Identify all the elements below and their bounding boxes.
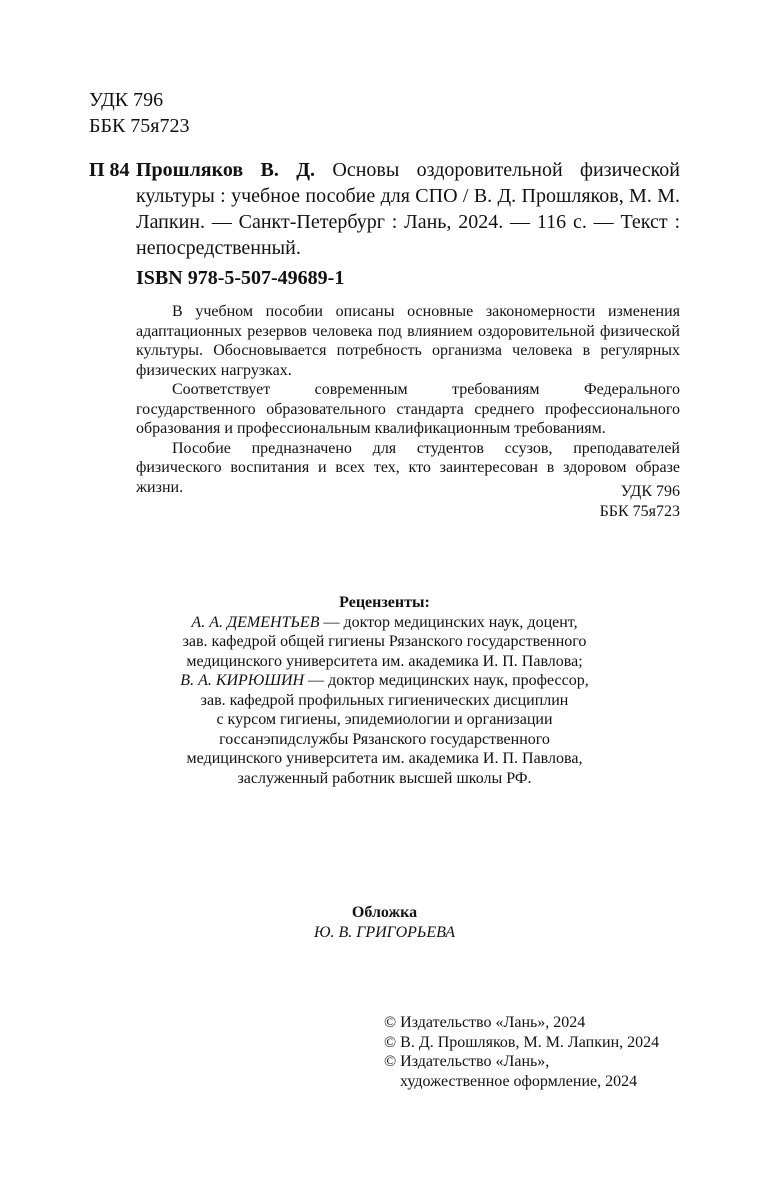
reviewer-line: В. А. КИРЮШИН — доктор медицинских наук, профессор, [180,672,589,689]
annotation-paragraph: Пособие предназначено для студентов ссузов, преподавателей физического воспитания и всех тех, кто заинтересован в здоровом образе жизни. [136,439,680,496]
reviewer-line: А. А. ДЕМЕНТЬЕВ — доктор медицинских наук, доцент, [191,613,578,631]
reviewer-name: А. А. ДЕМЕНТЬЕВ [191,613,320,631]
bbk-code: ББК 75я723 [599,502,680,520]
footer-classification-codes [480,482,680,521]
bibliographic-description: Основы оздоровительной физической культуры : учебное пособие для СПО / В. Д. Прошляков, М. М. Лапкин. — Санкт-Петербург : Лань, 2024. — 116 с. — Текст : непосредственный. [136,159,680,259]
annotation-paragraph: В учебном пособии описаны основные закономерности изменения адаптационных резервов человека под влиянием оздоровительной физической культуры. Обосновывается потребность организма человека в регулярных физических нагрузках. [136,303,680,379]
cover-credit [100,903,669,942]
reviewers-block [100,593,669,788]
reviewer-line: заслуженный работник высшей школы РФ. [237,769,532,787]
cover-designer: Ю. В. ГРИГОРЬЕВА [313,923,456,941]
author-name: Прошляков В. Д. [136,159,316,181]
reviewer-line: зав. кафедрой профильных гигиенических дисциплин [200,691,569,709]
reviewer-name: В. А. КИРЮШИН [180,672,305,689]
reviewer-line: госсанэпидслужбы Рязанского государственного [219,730,550,748]
copyright-block [384,1013,704,1091]
reviewer-line: медицинского университета им. академика И. П. Павлова, [186,750,583,767]
udk-code: УДК 796 [89,89,164,111]
annotation [136,302,680,497]
reviewers-heading: Рецензенты: [339,594,430,611]
copyright-line: художественное оформление, 2024 [400,1072,638,1090]
copyright-line: © Издательство «Лань», 2024 [384,1014,586,1031]
classification-codes [89,87,190,139]
udk-code: УДК 796 [620,483,680,500]
reviewer-line: с курсом гигиены, эпидемиологии и организации [216,711,553,728]
author-code: П 84 [89,159,130,181]
copyright-line: © Издательство «Лань», [384,1053,550,1070]
bibliographic-record [136,157,680,261]
copyright-line: © В. Д. Прошляков, М. М. Лапкин, 2024 [384,1033,660,1051]
reviewer-line: медицинского университета им. академика И. П. Павлова; [186,652,583,670]
isbn: ISBN 978-5-507-49689-1 [136,267,345,289]
annotation-paragraph: Соответствует современным требованиям Федерального государственного образовательного стандарта среднего профессионального образования и профессиональным квалификационным требованиям. [136,381,680,437]
bbk-code: ББК 75я723 [89,115,190,137]
reviewer-line: зав. кафедрой общей гигиены Рязанского государственного [182,633,587,650]
cover-heading: Обложка [351,904,418,921]
